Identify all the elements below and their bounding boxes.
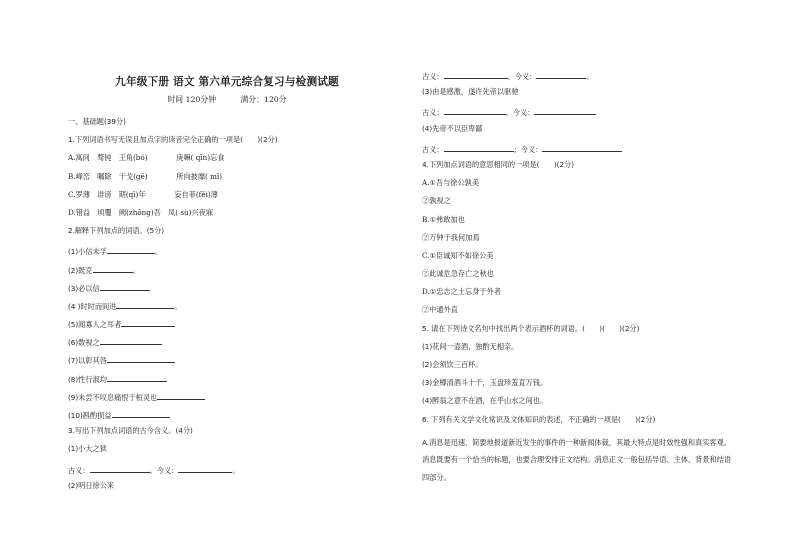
modern-meaning-blank[interactable] — [536, 70, 586, 79]
q4-option-line: C.①臣诚知不如徐公美 — [422, 250, 494, 260]
q2-item: (2)既克 。 — [68, 265, 140, 275]
q4-option-line: A.①吾与徐公孰美 — [422, 178, 480, 188]
q3-answer-row: 古义： ；今义： — [422, 143, 732, 161]
question-3: 3.写出下列加点词语的古今含义。(4分) — [68, 426, 193, 436]
q4-option-line: D.①忠志之士忘身于外者 — [422, 287, 501, 297]
q1-option-d: D.错益 顷覆 阙(zhōng)吾 凤( sù)兴夜寐 — [68, 207, 214, 217]
answer-blank[interactable] — [107, 354, 175, 363]
q4-option-line: ②中通外直 — [422, 305, 458, 315]
exam-meta — [68, 95, 386, 104]
time-label: 时间 120分钟 — [167, 94, 216, 104]
q2-item: (9)未尝不叹息痛恨于桓灵也 — [68, 391, 386, 409]
q1-option-c: C.罗薄 诽谤 期(qī)年 妄自菲(fěi)薄 — [68, 189, 218, 199]
q3-answer-row: 古义： 。今义： 。 — [422, 72, 594, 81]
q5-item: (2)会须饮三百杯。 — [422, 360, 483, 369]
ancient-meaning-blank[interactable] — [444, 70, 508, 79]
answer-blank[interactable] — [112, 409, 170, 418]
answer-blank[interactable] — [93, 264, 133, 273]
question-2: 2.解释下列加点的词语。(5分) — [68, 226, 165, 236]
q2-item: (5)闻寡人之耳者 — [68, 318, 386, 336]
q3-item: (1)小大之狱 — [68, 444, 107, 454]
q1-option-b: B.峰峦 嘱除 干戈(gē) 所向披靡( mǐ) — [68, 171, 223, 181]
q3-answer-row: 古义： 。今义： — [422, 106, 732, 124]
q3-item: (2)明日徐公来 — [68, 480, 115, 490]
question-5: 5. 请在下列诗文名句中找出两个表示酒杯的词语。( )( )(2分) — [422, 323, 640, 333]
q2-item: (6)数视之 — [68, 336, 386, 354]
q2-item: (7)以彰其咎 — [68, 354, 386, 372]
answer-blank[interactable] — [157, 391, 205, 400]
q5-item: (1)花间一壶酒，独酌无相亲。 — [422, 341, 519, 351]
q2-item: (8)性行淑均 — [68, 373, 386, 391]
answer-blank[interactable] — [100, 282, 150, 291]
q3-item: (3)由是感激，遂许先帝以驱驰 — [422, 87, 519, 97]
q2-item: (4 )时时而间进 。 — [68, 301, 182, 311]
section-heading: 一、基础题(39分) — [68, 117, 126, 127]
question-6: 6. 下列有关文学文化常识及文体知识的表述，不正确的一项是( )(2分) — [422, 414, 656, 424]
ancient-meaning-blank[interactable] — [444, 143, 514, 152]
answer-blank[interactable] — [107, 373, 167, 382]
right-column — [422, 70, 732, 486]
answer-blank[interactable] — [121, 318, 175, 327]
q5-item: (3)金樽清酒斗十千，玉盘珍羞直万钱。 — [422, 378, 548, 388]
q4-option-line: ②此诚危急存亡之秋也 — [422, 269, 494, 279]
answer-blank[interactable] — [116, 300, 174, 309]
left-column — [68, 70, 386, 500]
q1-option-a: A.寓间 骛钝 王角(bó) 庚嘛( qīn)忘食 — [68, 153, 225, 163]
q4-option-line: ②万钟于我何加焉 — [422, 232, 480, 242]
q5-item: (4)醉翁之意不在酒，在乎山水之间也。 — [422, 396, 548, 406]
q4-option-line: ②孰视之 — [422, 196, 451, 206]
q6-option-a: A.消息是迅速、简要地报道新近发生的事件的一种新闻体裁，其最大特点是时效性强和真实客观。消息既要有一个恰当的标题，也要合理安排正文结构。消息正文一般包括导语、主体、背景和结语四部分。 — [422, 437, 732, 482]
q4-option-line: B.①弗敢加也 — [422, 214, 465, 224]
question-1: 1.下列词语书写无误且加点字的读音完全正确的一项是( )(2分) — [68, 135, 278, 145]
q2-item: (3)必以信 — [68, 282, 386, 300]
modern-meaning-blank[interactable] — [534, 106, 596, 115]
ancient-meaning-blank[interactable] — [444, 106, 506, 115]
answer-blank[interactable] — [100, 336, 162, 345]
q3-item: (4)先帝不以臣卑鄙 — [422, 123, 483, 133]
score-label: 满分：120分 — [240, 94, 287, 104]
answer-blank[interactable] — [107, 245, 155, 254]
question-4: 4.下列加点词语的意思相同的一项是( )(2分) — [422, 159, 575, 169]
modern-meaning-blank[interactable] — [542, 143, 622, 152]
q2-item: (10)斟酌损益 — [68, 409, 386, 427]
page-title: 九年级下册 语文 第六单元综合复习与检测试题 — [115, 76, 339, 88]
q3-answer-row: 古义： 。今义： 。 — [68, 465, 240, 475]
q2-item: (1)小信未孚 。 — [68, 247, 163, 257]
modern-meaning-blank[interactable] — [178, 464, 232, 473]
ancient-meaning-blank[interactable] — [90, 464, 150, 473]
